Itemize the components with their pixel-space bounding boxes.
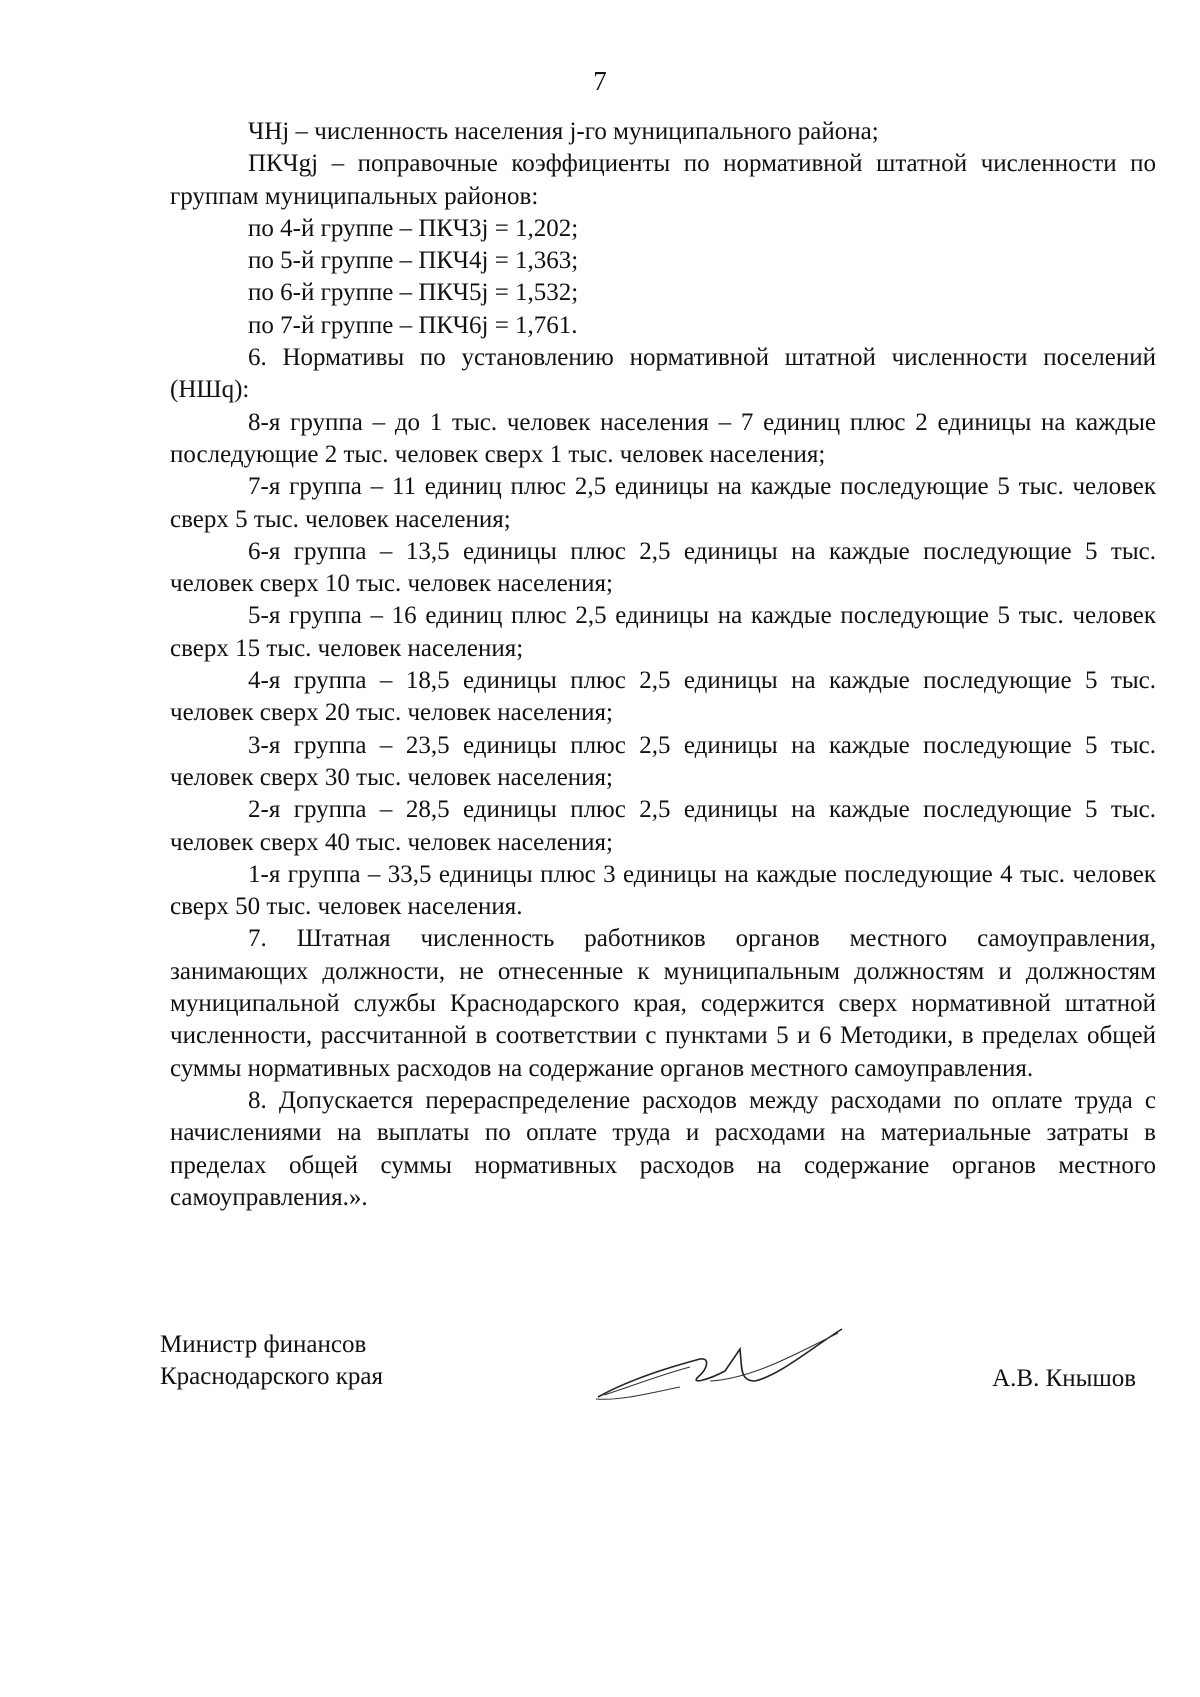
section-8-paragraph: 8. Допускается перераспределение расходов между расходами по оплате труда с начислениями на выплаты по оплате труда и расходами на материальные затраты в пределах общей суммы нормативных расходов на содержание органов местного самоуправления.». [170, 1086, 1156, 1211]
coefficient-group-6: по 6-й группе – ПКЧ5j = 1,532; [248, 279, 579, 307]
document-body [170, 116, 1156, 1214]
coefficient-group-5: по 5-й группе – ПКЧ4j = 1,363; [248, 247, 579, 275]
page-number: 7 [593, 66, 607, 96]
norm-group-4: 4-я группа – 18,5 единицы плюс 2,5 единицы на каждые последующие 5 тыс. человек сверх 20 тыс. человек населения; [170, 667, 1156, 727]
signature-block [160, 1329, 1156, 1419]
norm-group-8: 8-я группа – до 1 тыс. человек населения – 7 единиц плюс 2 единицы на каждые последующие 2 тыс. человек сверх 1 тыс. человек населения; [170, 408, 1156, 468]
signatory-title [160, 1329, 383, 1393]
norm-group-1: 1-я группа – 33,5 единицы плюс 3 единицы на каждые последующие 4 тыс. человек сверх 50 тыс. человек населения. [170, 860, 1156, 921]
norm-group-7: 7-я группа – 11 единиц плюс 2,5 единицы на каждые последующие 5 тыс. человек сверх 5 тыс. человек населения; [170, 473, 1156, 533]
signatory-title-line-2: Краснодарского края [160, 1363, 383, 1390]
norm-group-6: 6-я группа – 13,5 единицы плюс 2,5 единицы на каждые последующие 5 тыс. человек сверх 10 тыс. человек населения; [170, 537, 1156, 598]
signatory-name: А.В. Кнышов [992, 1365, 1136, 1392]
norm-group-2: 2-я группа – 28,5 единицы плюс 2,5 единицы на каждые последующие 5 тыс. человек сверх 40 тыс. человек населения; [170, 796, 1156, 856]
coefficient-group-4: по 4-й группе – ПКЧ3j = 1,202; [248, 214, 579, 242]
paragraph-chn-definition: ЧНj – численность населения j-го муниципального района; [248, 118, 879, 145]
handwritten-signature [590, 1319, 850, 1409]
norm-group-5: 5-я группа – 16 единиц плюс 2,5 единицы на каждые последующие 5 тыс. человек сверх 15 тыс. человек населения; [170, 602, 1156, 662]
signatory-title-line-1: Министр финансов [160, 1331, 367, 1358]
section-6-heading: 6. Нормативы по установлению нормативной штатной численности поселений (НШq): [170, 344, 1156, 404]
paragraph-pkch-definition: ПКЧgj – поправочные коэффициенты по нормативной штатной численности по группам муниципальных районов: [170, 150, 1156, 210]
norm-group-3: 3-я группа – 23,5 единицы плюс 2,5 единицы на каждые последующие 5 тыс. человек сверх 30 тыс. человек населения; [170, 731, 1156, 791]
coefficient-group-7: по 7-й группе – ПКЧ6j = 1,761. [248, 311, 578, 339]
section-7-paragraph: 7. Штатная численность работников органов местного самоуправления, занимающих должности, не отнесенные к муниципальным должностям и должностям муниципальной службы Краснодарского края, содержится сверх нормативной штатной численности, рассчитанной в соответствии с пунктами 5 и 6 Методики, в пределах общей суммы нормативных расходов на содержание органов местного самоуправления. [170, 925, 1156, 1082]
